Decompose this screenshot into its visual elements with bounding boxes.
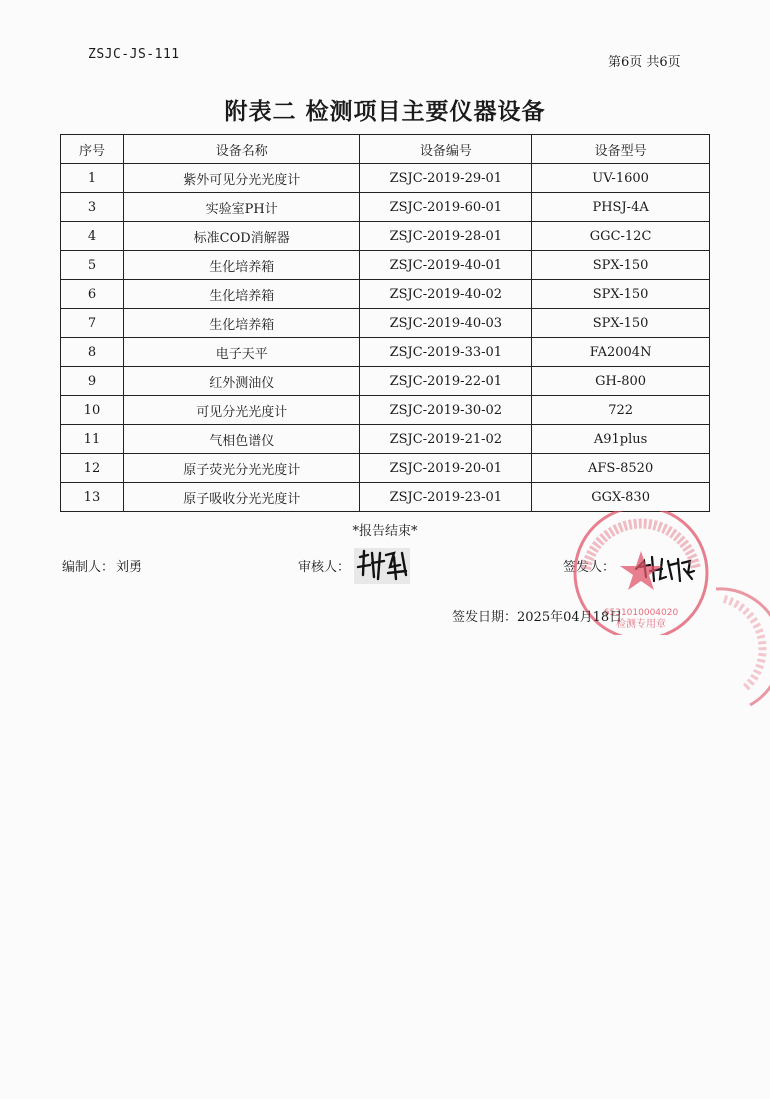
equipment-code: ZSJC-2019-33-01 (360, 338, 532, 367)
compiler-field (62, 556, 142, 575)
table-header-row (61, 135, 710, 164)
col-header-index: 序号 (61, 135, 124, 164)
equipment-model: FA2004N (532, 338, 710, 367)
equipment-model: 722 (532, 396, 710, 425)
row-index: 8 (61, 338, 124, 367)
equipment-model: A91plus (532, 425, 710, 454)
equipment-model: GH-800 (532, 367, 710, 396)
equipment-code: ZSJC-2019-20-01 (360, 454, 532, 483)
equipment-name: 实验室PH计 (123, 193, 360, 222)
reviewer-signature (350, 545, 412, 591)
document-code: ZSJC-JS-111 (88, 47, 180, 62)
equipment-name: 紫外可见分光光度计 (123, 164, 360, 193)
table-row (61, 367, 710, 396)
equipment-name: 红外测油仪 (123, 367, 360, 396)
stamp-caption: 检测专用章 (616, 619, 666, 630)
row-index: 1 (61, 164, 124, 193)
equipment-name: 标准COD消解器 (123, 222, 360, 251)
equipment-name: 原子荧光分光光度计 (123, 454, 360, 483)
equipment-code: ZSJC-2019-40-03 (360, 309, 532, 338)
row-index: 10 (61, 396, 124, 425)
equipment-name: 生化培养箱 (123, 251, 360, 280)
equipment-model: GGC-12C (532, 222, 710, 251)
partial-seal (710, 585, 770, 719)
equipment-code: ZSJC-2019-22-01 (360, 367, 532, 396)
table-row (61, 251, 710, 280)
equipment-code: ZSJC-2019-21-02 (360, 425, 532, 454)
equipment-model: SPX-150 (532, 251, 710, 280)
issuer-label: 签发人： (563, 560, 616, 575)
table-row (61, 309, 710, 338)
row-index: 7 (61, 309, 124, 338)
issue-date-value: 2025年04月18日 (517, 610, 623, 625)
table-row (61, 483, 710, 512)
table-row (61, 338, 710, 367)
equipment-code: ZSJC-2019-60-01 (360, 193, 532, 222)
equipment-table (60, 134, 710, 512)
equipment-name: 生化培养箱 (123, 309, 360, 338)
row-index: 6 (61, 280, 124, 309)
equipment-model: PHSJ-4A (532, 193, 710, 222)
table-row (61, 222, 710, 251)
equipment-code: ZSJC-2019-40-02 (360, 280, 532, 309)
row-index: 12 (61, 454, 124, 483)
equipment-name: 原子吸收分光光度计 (123, 483, 360, 512)
equipment-name: 气相色谱仪 (123, 425, 360, 454)
issue-date-field (452, 606, 622, 625)
equipment-name: 生化培养箱 (123, 280, 360, 309)
equipment-name: 可见分光光度计 (123, 396, 360, 425)
equipment-code: ZSJC-2019-29-01 (360, 164, 532, 193)
row-index: 9 (61, 367, 124, 396)
row-index: 3 (61, 193, 124, 222)
col-header-code: 设备编号 (360, 135, 532, 164)
equipment-code: ZSJC-2019-23-01 (360, 483, 532, 512)
page-number: 第6页 共6页 (608, 55, 681, 70)
compiler-name: 刘勇 (116, 560, 143, 575)
table-row (61, 396, 710, 425)
reviewer-field (298, 556, 350, 575)
table-row (61, 193, 710, 222)
compiler-label: 编制人： (62, 560, 115, 575)
table-row (61, 454, 710, 483)
equipment-code: ZSJC-2019-28-01 (360, 222, 532, 251)
col-header-model: 设备型号 (532, 135, 710, 164)
page-title: 附表二 检测项目主要仪器设备 (224, 99, 546, 125)
col-header-name: 设备名称 (123, 135, 360, 164)
equipment-model: AFS-8520 (532, 454, 710, 483)
equipment-model: UV-1600 (532, 164, 710, 193)
reviewer-label: 审核人： (298, 560, 351, 575)
equipment-name: 电子天平 (123, 338, 360, 367)
issue-date-label: 签发日期： (452, 610, 518, 625)
table-row (61, 425, 710, 454)
row-index: 4 (61, 222, 124, 251)
equipment-model: SPX-150 (532, 309, 710, 338)
row-index: 11 (61, 425, 124, 454)
table-row (61, 164, 710, 193)
equipment-code: ZSJC-2019-30-02 (360, 396, 532, 425)
stamp-number: 6531010004020 (603, 608, 679, 618)
report-end-note: *报告结束* (352, 524, 418, 539)
table-row (61, 280, 710, 309)
row-index: 5 (61, 251, 124, 280)
equipment-model: GGX-830 (532, 483, 710, 512)
equipment-model: SPX-150 (532, 280, 710, 309)
row-index: 13 (61, 483, 124, 512)
equipment-code: ZSJC-2019-40-01 (360, 251, 532, 280)
